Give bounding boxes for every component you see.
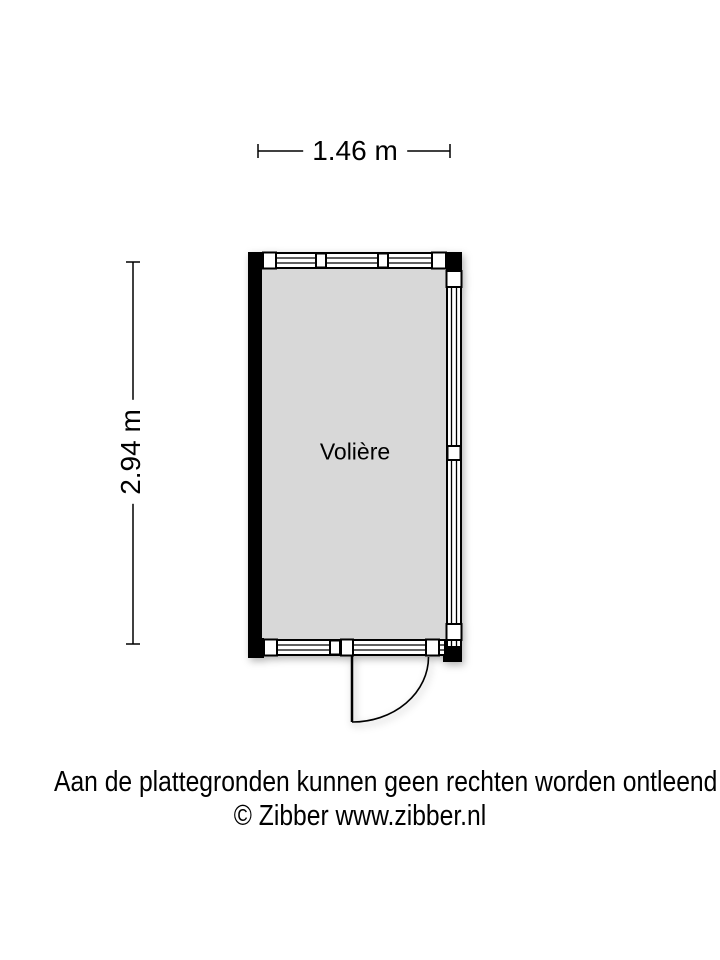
disclaimer-text: Aan de plattegronden kunnen geen rechten worden ontleend (54, 766, 718, 798)
window-post (263, 253, 276, 269)
wall-corner-top-right (446, 252, 462, 270)
credit-text: © Zibber www.zibber.nl (233, 799, 487, 832)
window-bottom (262, 640, 445, 656)
room-volière (248, 252, 462, 722)
window-post (264, 640, 277, 656)
window-post (447, 624, 462, 640)
dimension-height-label: 2.94 m (117, 400, 145, 504)
window-post (448, 446, 461, 460)
door-swing-arc (352, 657, 429, 722)
window-right (447, 269, 462, 647)
window-post (316, 254, 326, 268)
wall-left (248, 252, 262, 658)
window-post (330, 641, 340, 655)
window-post (426, 640, 439, 656)
footer (0, 766, 720, 833)
window-post (341, 640, 353, 656)
window-top (262, 253, 447, 269)
window-post (432, 253, 446, 269)
window-post (447, 271, 462, 287)
room-name-label: Volière (319, 438, 391, 465)
door (352, 656, 429, 722)
window-post (378, 254, 388, 268)
dimension-width-label: 1.46 m (303, 137, 407, 165)
